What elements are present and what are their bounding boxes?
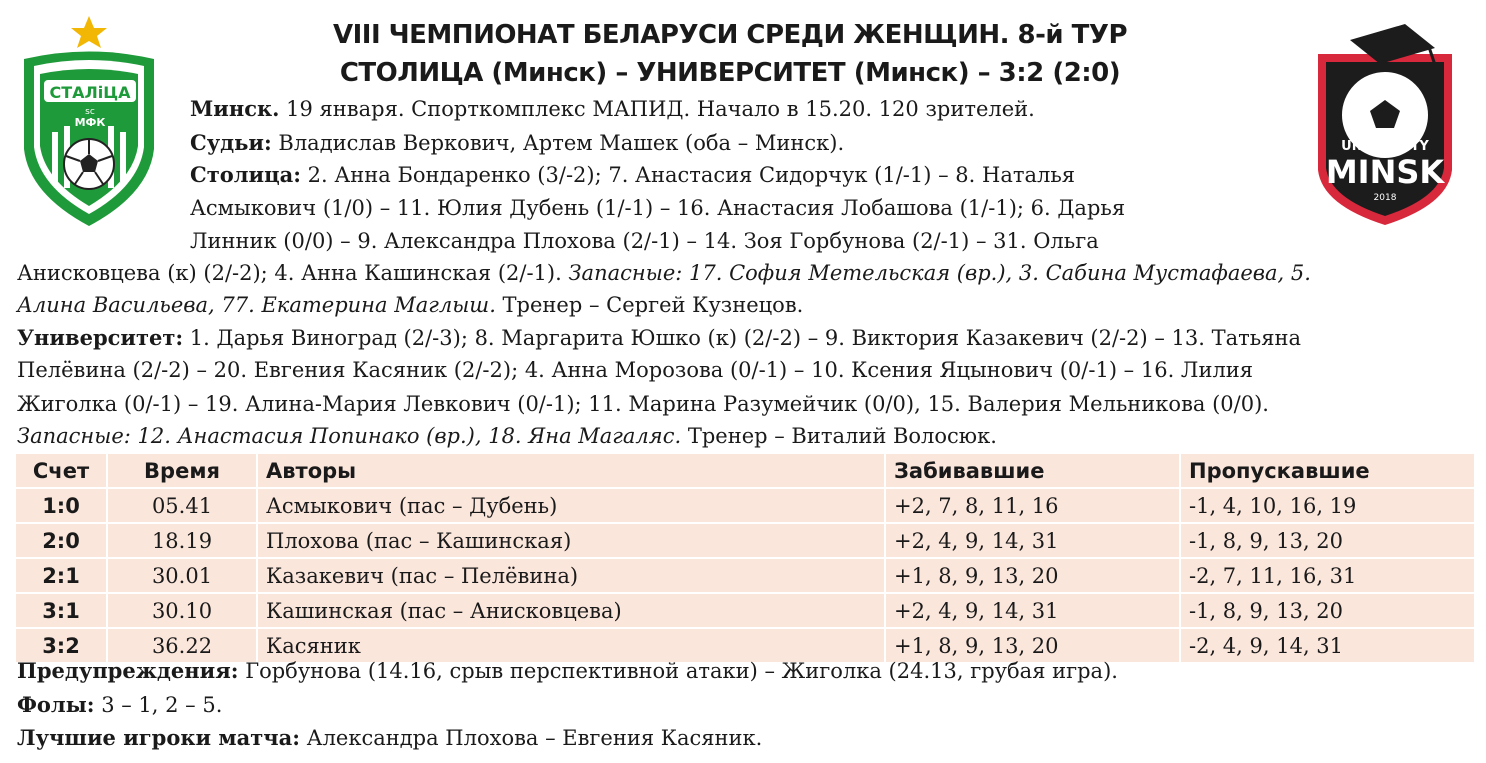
goal-plus: +2, 4, 9, 14, 31 xyxy=(885,593,1180,628)
table-header-row xyxy=(15,453,1475,488)
goal-authors: Казакевич (пас – Пелёвина) xyxy=(257,558,885,593)
goal-time: 05.41 xyxy=(107,488,257,523)
page-title: VIII ЧЕМПИОНАТ БЕЛАРУСИ СРЕДИ ЖЕНЩИН. 8-й ТУР xyxy=(332,20,1128,50)
goal-plus: +2, 7, 8, 11, 16 xyxy=(885,488,1180,523)
col-conceded-on-ice: Пропускавшие xyxy=(1180,453,1475,488)
goal-time: 30.10 xyxy=(107,593,257,628)
stolitsa-lineup-3: Линник (0/0) – 9. Александра Плохова (2/-1) – 14. Зоя Горбунова (2/-1) – 31. Ольга xyxy=(190,229,1099,253)
university-lineup-4: Запасные: 12. Анастасия Попинако (вр.), 18. Яна Магаляс. Тренер – Виталий Волосюк. xyxy=(17,424,997,448)
referees-line: Судьи: Владислав Веркович, Артем Машек (оба – Минск). xyxy=(190,130,845,155)
best-players-line: Лучшие игроки матча: Александра Плохова – Евгения Касяник. xyxy=(17,725,763,750)
table-row xyxy=(15,523,1475,558)
university-lineup-2: Пелёвина (2/-2) – 20. Евгения Касяник (2/-2); 4. Анна Морозова (0/-1) – 10. Ксения Яцынович (0/-1) – 16. Лилия xyxy=(17,358,1254,382)
goals-table xyxy=(14,452,1476,664)
goal-minus: -2, 4, 9, 14, 31 xyxy=(1180,628,1475,663)
goal-minus: -1, 8, 9, 13, 20 xyxy=(1180,593,1475,628)
fouls-line: Фолы: 3 – 1, 2 – 5. xyxy=(17,692,223,717)
table-row xyxy=(15,488,1475,523)
svg-text:МФК: МФК xyxy=(74,116,106,129)
goal-score: 3:1 xyxy=(15,593,107,628)
goal-score: 3:2 xyxy=(15,628,107,663)
goal-minus: -1, 4, 10, 16, 19 xyxy=(1180,488,1475,523)
match-title: СТОЛИЦА (Минск) – УНИВЕРСИТЕТ (Минск) – 3:2 (2:0) xyxy=(339,58,1121,88)
stolitsa-logo xyxy=(14,14,164,229)
goal-score: 2:1 xyxy=(15,558,107,593)
university-lineup-3: Жиголка (0/-1) – 19. Алина-Мария Левкович (0/-1); 11. Марина Разумейчик (0/0), 15. Валерия Мельникова (0/0). xyxy=(17,392,1269,416)
table-row xyxy=(15,558,1475,593)
goal-plus: +2, 4, 9, 14, 31 xyxy=(885,523,1180,558)
svg-text:sc: sc xyxy=(85,107,95,117)
svg-text:2018: 2018 xyxy=(1373,193,1397,203)
stolitsa-lineup-1: Столица: 2. Анна Бондаренко (3/-2); 7. Анастасия Сидорчук (1/-1) – 8. Наталья xyxy=(190,162,1076,187)
col-authors: Авторы xyxy=(257,453,885,488)
goal-authors: Касяник xyxy=(257,628,885,663)
goal-authors: Кашинская (пас – Анисковцева) xyxy=(257,593,885,628)
warnings-line: Предупреждения: Горбунова (14.16, срыв перспективной атаки) – Жиголка (24.13, грубая игра). xyxy=(17,658,1118,683)
goal-authors: Асмыкович (пас – Дубень) xyxy=(257,488,885,523)
svg-text:MINSK: MINSK xyxy=(1325,153,1445,191)
university-minsk-logo xyxy=(1310,20,1460,230)
match-info-line: Минск. 19 января. Спорткомплекс МАПИД. Начало в 15.20. 120 зрителей. xyxy=(190,96,1035,121)
svg-text:СТАЛіЦА: СТАЛіЦА xyxy=(49,83,131,102)
stolitsa-lineup-5: Алина Васильева, 77. Екатерина Маглыш. Тренер – Сергей Кузнецов. xyxy=(17,293,804,317)
goal-minus: -1, 8, 9, 13, 20 xyxy=(1180,523,1475,558)
goal-score: 1:0 xyxy=(15,488,107,523)
col-scorers-on-ice: Забивавшие xyxy=(885,453,1180,488)
university-lineup-1: Университет: 1. Дарья Виноград (2/-3); 8. Маргарита Юшко (к) (2/-2) – 9. Виктория Казакевич (2/-2) – 13. Татьяна xyxy=(17,325,1301,350)
goal-plus: +1, 8, 9, 13, 20 xyxy=(885,558,1180,593)
goal-score: 2:0 xyxy=(15,523,107,558)
col-score: Счет xyxy=(15,453,107,488)
goal-time: 18.19 xyxy=(107,523,257,558)
stolitsa-lineup-4: Анисковцева (к) (2/-2); 4. Анна Кашинская (2/-1). Запасные: 17. София Метельская (вр.), 3. Сабина Мустафаева, 5. xyxy=(17,261,1311,285)
stolitsa-lineup-2: Асмыкович (1/0) – 11. Юлия Дубень (1/-1) – 16. Анастасия Лобашова (1/-1); 6. Дарья xyxy=(190,196,1126,220)
svg-text:UNIVERSITY: UNIVERSITY xyxy=(1341,139,1429,154)
goal-time: 36.22 xyxy=(107,628,257,663)
goal-time: 30.01 xyxy=(107,558,257,593)
goal-authors: Плохова (пас – Кашинская) xyxy=(257,523,885,558)
table-row xyxy=(15,593,1475,628)
goal-minus: -2, 7, 11, 16, 31 xyxy=(1180,558,1475,593)
goal-plus: +1, 8, 9, 13, 20 xyxy=(885,628,1180,663)
col-time: Время xyxy=(107,453,257,488)
